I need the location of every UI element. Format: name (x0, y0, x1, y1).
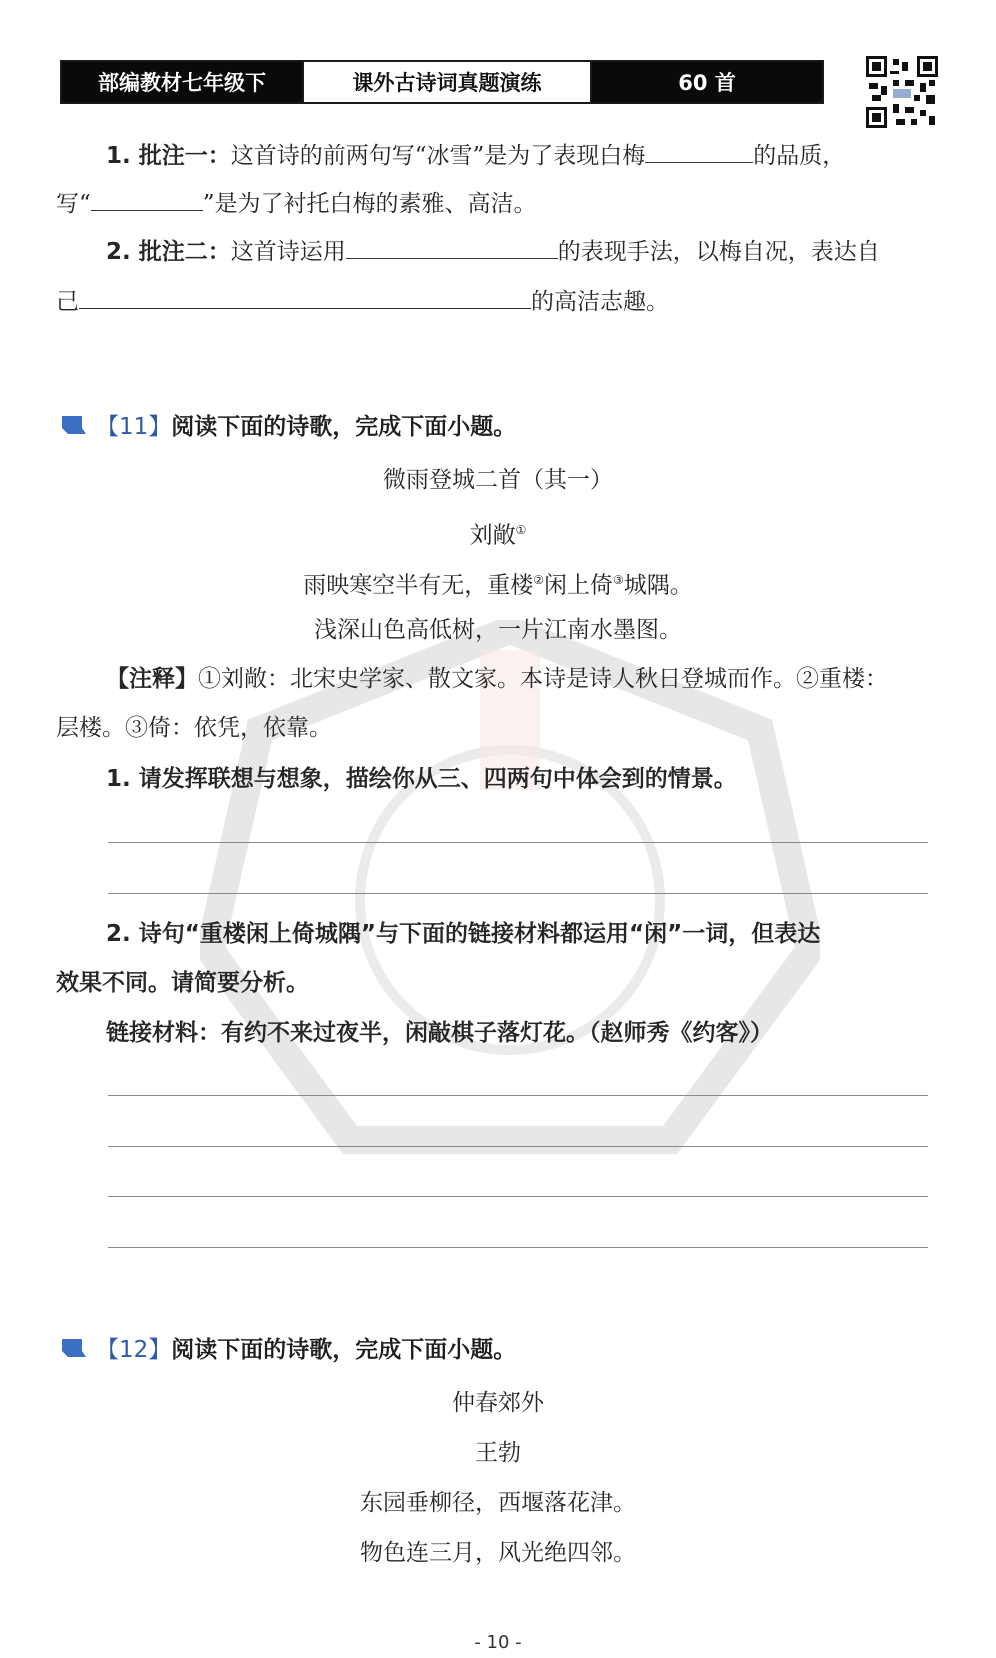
q12-number: 【12】 (96, 1337, 172, 1363)
header-bar (60, 60, 824, 104)
q12-author: 王勃 (475, 1440, 521, 1466)
fill-blank[interactable] (346, 236, 558, 259)
q11-poem-line2: 浅深山色高低树，一片江南水墨图。 (314, 617, 682, 643)
fill-blank[interactable] (79, 286, 531, 309)
q11-number: 【11】 (96, 414, 172, 440)
prev-q2-text-c: 己 (56, 289, 79, 315)
prev-q2-prefix: 2. 批注二： (106, 239, 231, 265)
q11-sub1: 1. 请发挥联想与想象，描绘你从三、四两句中体会到的情景。 (106, 766, 737, 792)
answer-line[interactable] (108, 842, 928, 843)
prev-q1-prefix: 1. 批注一： (106, 143, 231, 169)
bookmark-flag-icon (60, 1337, 86, 1359)
q11-author: 刘敞 (469, 522, 516, 549)
header-title: 课外古诗词真题演练 (302, 62, 592, 102)
q11-sub2-line2: 效果不同。请简要分析。 (56, 970, 309, 996)
q11-note-ref-2: ② (533, 573, 544, 587)
q11-note-text-a: ①刘敞：北宋史学家、散文家。本诗是诗人秋日登城而作。②重楼： (198, 666, 888, 692)
prev-q1-text-a: 这首诗的前两句写“冰雪”是为了表现白梅 (230, 143, 646, 169)
answer-line[interactable] (108, 1247, 928, 1248)
header-count: 60 首 (592, 62, 822, 102)
q11-note-label: 【注释】 (106, 666, 198, 692)
q11-author-line (0, 515, 996, 551)
q11-poem-title: 微雨登城二首（其一） (383, 467, 613, 493)
prev-q2-text-d: 的高洁志趣。 (531, 289, 669, 315)
q11-author-note: ① (515, 523, 527, 537)
q12-poem-line1: 东园垂柳径，西堰落花津。 (360, 1490, 636, 1516)
q11-link-text: 有约不来过夜半，闲敲棋子落灯花。（赵师秀《约客》） (221, 1020, 773, 1046)
q11-notes-line2: 层楼。③倚：依凭，依靠。 (56, 715, 332, 741)
prev-q1-text-d: ”是为了衬托白梅的素雅、高洁。 (202, 191, 537, 217)
answer-line[interactable] (108, 1146, 928, 1147)
q11-instruction: 阅读下面的诗歌，完成下面小题。 (171, 414, 517, 440)
bookmark-flag-icon (60, 414, 86, 436)
prev-q1-text-c: 写“ (56, 191, 91, 217)
q11-poem-line1 (0, 565, 996, 601)
prev-q1-line2 (56, 188, 537, 219)
answer-line[interactable] (108, 1196, 928, 1197)
q12-poem-title: 仲春郊外 (452, 1390, 544, 1416)
answer-line[interactable] (108, 1095, 928, 1096)
fill-blank[interactable] (645, 140, 753, 163)
prev-q2-text-b: 的表现手法，以梅自况，表达自 (557, 239, 880, 265)
qr-code-icon (866, 56, 938, 128)
watermark-seal-icon (200, 620, 820, 1160)
q11-sub2-line1: 2. 诗句“重楼闲上倚城隅”与下面的链接材料都运用“闲”一词，但表达 (106, 921, 821, 947)
q11-note-ref-3: ③ (613, 573, 624, 587)
q12-instruction: 阅读下面的诗歌，完成下面小题。 (171, 1337, 517, 1363)
q11-poem-line1-b: 闲上倚 (544, 572, 613, 599)
header-grade: 部编教材七年级下 (62, 62, 302, 102)
prev-q1-line1 (106, 140, 845, 171)
q11-poem-line1-c: 城隅。 (623, 572, 693, 599)
prev-q1-text-b: 的品质， (753, 143, 846, 169)
q11-link-material (106, 1018, 773, 1048)
prev-q2-line2 (56, 286, 669, 317)
page-number: - 10 - (474, 1632, 522, 1653)
q11-notes-line1 (106, 664, 888, 694)
q12-poem-line2: 物色连三月，风光绝四邻。 (360, 1540, 636, 1566)
q11-link-label: 链接材料： (106, 1020, 221, 1046)
prev-q2-text-a: 这首诗运用 (230, 239, 346, 265)
fill-blank[interactable] (91, 188, 203, 211)
q11-heading (60, 412, 516, 442)
answer-line[interactable] (108, 893, 928, 894)
prev-q2-line1 (106, 236, 880, 267)
q11-poem-line1-a: 雨映寒空半有无，重楼 (303, 572, 534, 599)
q12-heading (60, 1335, 516, 1365)
